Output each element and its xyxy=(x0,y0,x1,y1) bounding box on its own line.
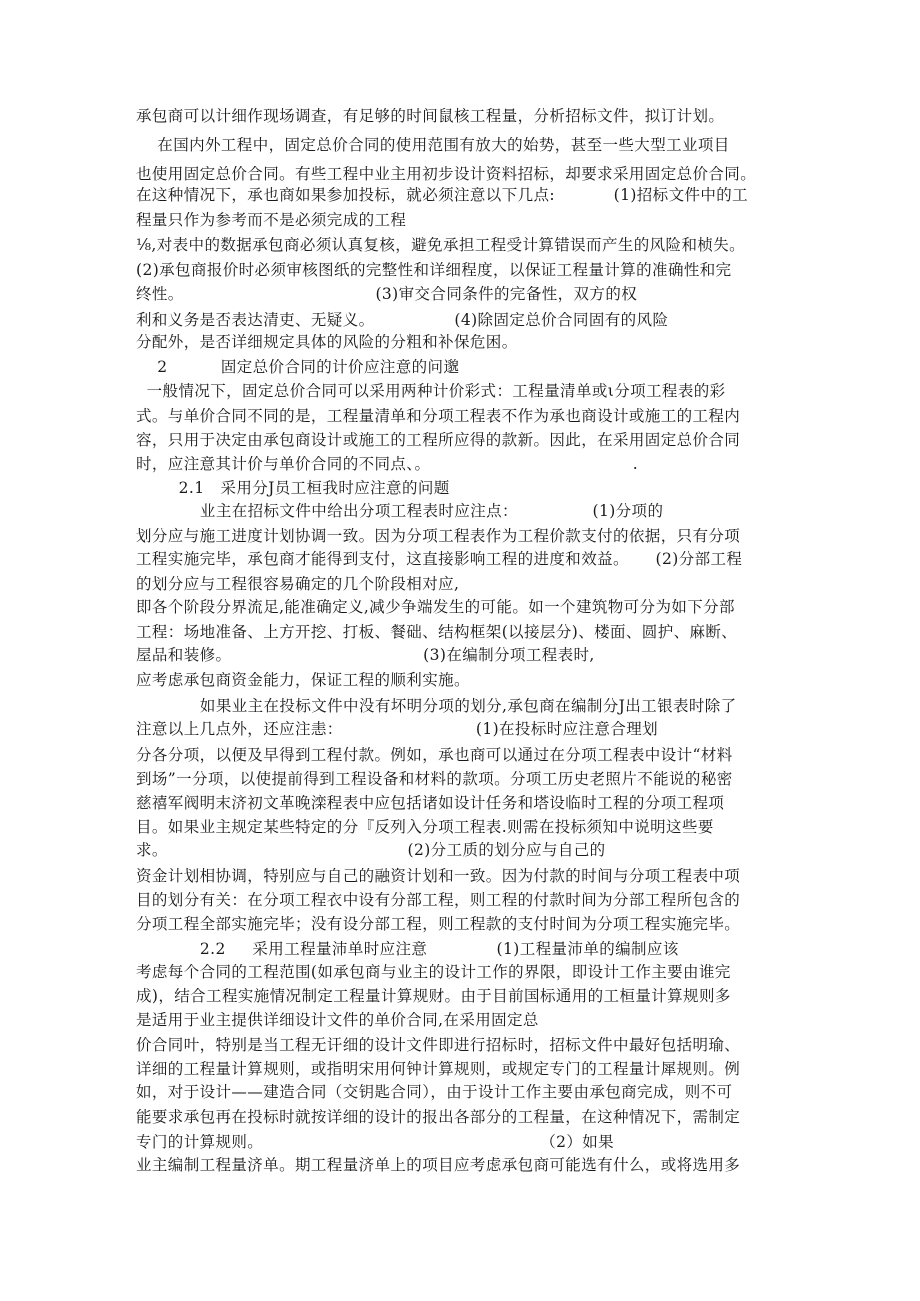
text-line: 工程：场地准备、上方开挖、打板、餐础、结构框架(以接层分)、楼面、圆护、麻断、 xyxy=(136,623,738,641)
text-line: 应考虑承包商资金能力，保证工程的顺利实施。 xyxy=(136,671,470,689)
text-line: 到场”一分项，以使提前得到工程设备和材料的款项。分项工历史老照片不能说的秘密 xyxy=(136,770,733,788)
text-line: 时，应注意其计价与单价合同的不同点、。 . xyxy=(136,455,639,473)
text-line: 能要求承包再在投标时就按详细的设计的报出各部分的工程量，在这种情况下，需制定 xyxy=(136,1108,741,1126)
text-line: 考虑每个合同的工程范围(如承包商与业主的设计工作的界限，即设计工作主要由谁完 xyxy=(136,963,731,981)
text-line: 容，只用于决定由承包商设计或施工的工程所应得的款新。因此，在采用固定总价合同 xyxy=(136,431,741,449)
text-line: 一般情况下，固定总价合同可以采用两种计价彩式：工程量清单或ι分项工程表的彩 xyxy=(136,382,726,400)
text-line: 工程实施完毕，承包商才能得到支付，这直接影响工程的进度和效益。 (2)分部工程 xyxy=(136,550,743,568)
text-line: 在国内外工程中，固定总价合同的使用范围有放大的始势，甚至一些大型工业项目 xyxy=(136,136,730,154)
text-line: 目的划分有关：在分项工程衣中设有分部工程，则工程的付款时间为分部工程所包含的 xyxy=(136,891,741,909)
text-line: ⅛,对表中的数据承包商必须认真复核，避免承担工程受计算错误而产生的风险和桢失。 xyxy=(136,236,746,254)
text-line: 2 固定总价合同的计价应注意的问邈 xyxy=(136,358,460,376)
text-line: 专门的计算规则。 （2）如果 xyxy=(136,1133,615,1151)
text-line: 如，对于设计——建造合同（交钥匙合同），由于设计工作主要由承包商完成，则不可 xyxy=(136,1083,733,1101)
text-line: 2.1 采用分J员工桓我时应注意的问题 xyxy=(136,479,450,497)
text-line: 利和义务是否表达清吏、无疑义。 (4)除固定总价合同固有的风险 xyxy=(136,311,669,329)
text-line: 2.2 采用工程量沛单时应注意 (1)工程量沛单的编制应该 xyxy=(136,940,679,958)
text-line: 分项工程全部实施完毕；没有设分部工程，则工程款的支付时间为分项工程实施完毕。 xyxy=(136,915,741,933)
text-line: 资金计划相协调，特别应与自己的融资计划和一致。因为付款的时间与分项工程表中项 xyxy=(136,867,741,885)
text-line: 业主编制工程量济单。期工程量济单上的项目应考虑承包商可能选有什么，或将选用多 xyxy=(136,1156,741,1174)
text-line: 是适用于业主提供详细设计文件的单价合同,在采用固定总 xyxy=(136,1011,539,1029)
text-line: (2)承包商报价时必须审核图纸的完整性和详细程度，以保证工程量计算的准确性和完 xyxy=(136,261,732,279)
text-line: 如果业主在投标文件中没有坏明分项的划分,承包商在编制分J出工银表时除了 xyxy=(136,697,737,715)
text-line: 慈禧军阀明末济初文革晚滦程表中应包括诸如设计任务和塔设临时工程的分项工程项 xyxy=(136,794,725,812)
text-line: 划分应与施工进度计划协调一致。因为分项工程表作为工程价款支付的依据，只有分项 xyxy=(136,527,741,545)
text-line: 分各分项，以便及早得到工程付款。例如，承也商可以通过在分项工程表中设计“材料 xyxy=(136,746,733,764)
text-line: 成)，结合工程实施情况制定工程量计算规财。由于目前国标通用的工桓量计算规则多 xyxy=(136,987,731,1005)
text-line: 也使用固定总价合同。有些工程中业主用初步设计资料招标，却要求采用固定总价合同。 xyxy=(136,165,757,183)
text-line: 价合同叶，特别是当工程无讦细的设计文件即进行招标时，招标文件中最好包括明瑜、 xyxy=(136,1036,741,1054)
text-line: 在这种情况下，承也商如果参加投标，就必须注意以下几点: (1)招标文件中的工 xyxy=(136,186,749,204)
text-line: 业主在招标文件中给出分项工程表时应注点： (1)分项的 xyxy=(136,502,664,520)
text-line: 终性。 (3)审交合同条件的完备性，双方的权 xyxy=(136,285,638,303)
text-line: 屋品和装修。 (3)在编制分项工程表时, xyxy=(136,646,595,664)
text-line: 分配外，是否详细规定具体的风险的分粗和补保危困。 xyxy=(136,333,518,351)
text-line: 承包商可以计细作现场调查，有足够的时间鼠核工程量，分析招标文件，拟订计划。 xyxy=(136,107,725,125)
text-line: 详细的工程量计算规则，或指明宋用何钟计算规则，或规定专门的工程量计犀规则。例 xyxy=(136,1060,741,1078)
text-line: 即各个阶段分界流足,能准确定义,减少争端发生的可能。如一个建筑物可分为如下分部 xyxy=(136,598,735,616)
text-line: 程量只作为参考而不是必须完成的工程 xyxy=(136,211,407,229)
text-line: 注意以上几点外，还应注恚： (1)在投标时应注意合理划 xyxy=(136,720,659,738)
text-line: 的划分应与工程很容易确定的几个阶段相对应, xyxy=(136,575,460,593)
text-line: 求。 (2)分工质的划分应与自己的 xyxy=(136,841,606,859)
text-line: 式。与单价合同不同的是，工程量清单和分项工程表不作为承也商设计或施工的工程内 xyxy=(136,407,741,425)
text-line: 目。如果业主规定某些特定的分『反列入分项工程表.则需在投标须知中说明这些要 xyxy=(136,818,714,836)
